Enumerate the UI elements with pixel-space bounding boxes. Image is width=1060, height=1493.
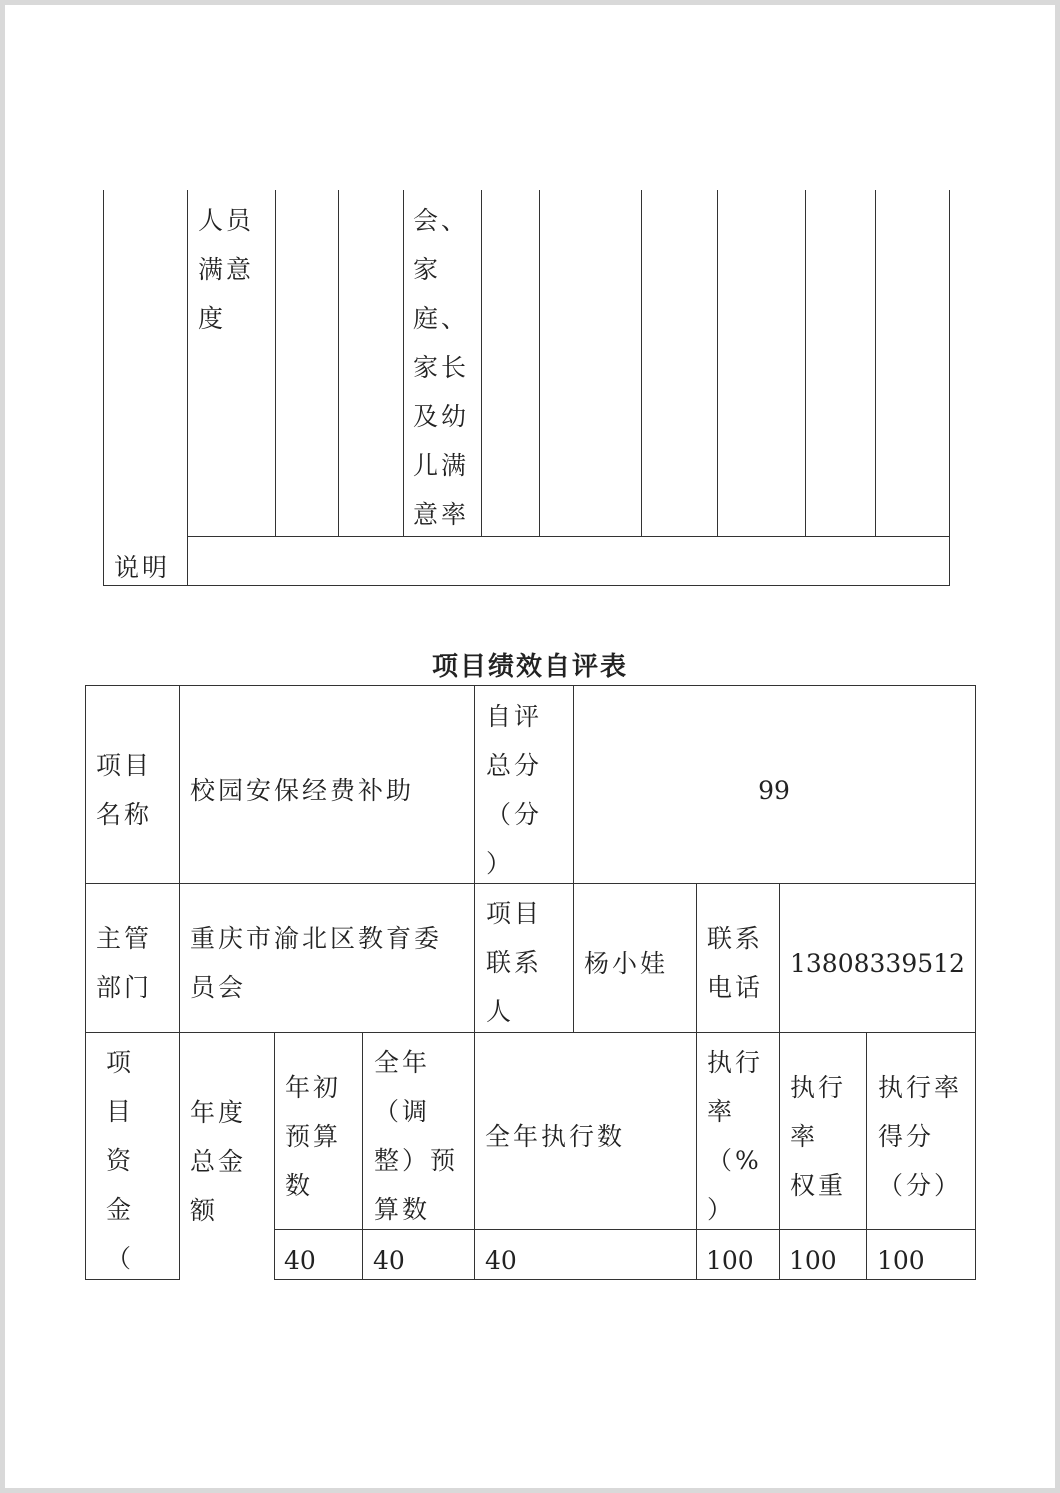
- annual-exec-value: 40: [485, 1246, 517, 1275]
- dept-value: 重庆市渝北区教育委 员会: [190, 924, 443, 1002]
- indicator-target-cell: 会、 家 庭、 家长 及幼 儿满 意率: [413, 206, 470, 529]
- exec-rate-label: 执行 率 （% ）: [707, 1048, 764, 1224]
- indicator-name-cell: 人员 满意 度: [198, 206, 255, 333]
- annual-exec-label: 全年执行数: [485, 1122, 626, 1151]
- exec-score-value: 100: [877, 1246, 925, 1275]
- phone-label: 联系 电话: [707, 924, 764, 1002]
- adjusted-budget-value: 40: [373, 1246, 405, 1275]
- self-score-value: 99: [758, 776, 790, 805]
- note-label: 说明: [114, 553, 171, 582]
- exec-score-label: 执行率 得分 （分）: [878, 1073, 963, 1200]
- funds-label: 项 目 资 金 （: [106, 1048, 135, 1273]
- exec-rate-value: 100: [706, 1246, 754, 1275]
- dept-label: 主管 部门: [96, 924, 153, 1002]
- contact-label: 项目 联系 人: [486, 899, 543, 1026]
- initial-budget-value: 40: [284, 1246, 316, 1275]
- exec-weight-label: 执行 率 权重: [790, 1073, 847, 1200]
- table-title: 项目绩效自评表: [431, 652, 628, 682]
- initial-budget-label: 年初 预算 数: [285, 1073, 342, 1200]
- self-score-label: 自评 总分 （分 ）: [486, 702, 543, 878]
- phone-value: 13808339512: [790, 949, 965, 978]
- exec-weight-value: 100: [789, 1246, 837, 1275]
- adjusted-budget-label: 全年 （调 整）预 算数: [374, 1048, 459, 1224]
- contact-value: 杨小娃: [584, 949, 669, 978]
- annual-total-label: 年度 总金 额: [190, 1098, 247, 1225]
- project-name-value: 校园安保经费补助: [190, 776, 415, 805]
- project-name-label: 项目 名称: [96, 751, 153, 829]
